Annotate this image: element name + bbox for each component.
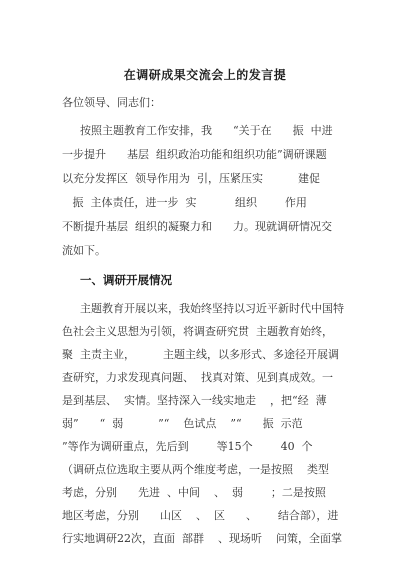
section-heading: 一、调研开展情况 [80, 273, 172, 287]
paragraph-line: 一步提升 基层 组织政治功能和组织功能”调研课题 [62, 148, 327, 161]
paragraph-line: 是到基层、 实情。坚持深入一线实地走 ，把“经 薄 [62, 394, 327, 407]
paragraph-line: 考虑，分别 先进 、中间 、 弱 ；二是按照 [62, 486, 326, 499]
paragraph-line: 地区考虑，分别 山区 、 区 、 结合部），进 [62, 509, 339, 522]
paragraph-line: 以充分发挥区 领导作用为 引，压紧压实 建促 [62, 172, 320, 185]
paragraph-line: 主题教育开展以来，我始终坚持以习近平新时代中国特 [80, 302, 344, 315]
document-title: 在调研成果交流会上的发言提 [123, 68, 287, 82]
paragraph-line: 不断提升基层 组织的凝聚力和 力。现就调研情况交 [62, 220, 332, 233]
paragraph-line: ”等作为调研重点，先后到 等15个 40 个 [62, 440, 313, 453]
paragraph-line: （调研点位选取主要从两个维度考虑，一是按照 类型 [62, 463, 329, 476]
paragraph-line: 行实地调研22次，直面 部群 、现场听 问策，全面掌 [62, 532, 342, 545]
paragraph-line: 查研究，力求发现真问题、 找真对策、见到真成效。一 [62, 371, 333, 384]
paragraph-line: 振 主体责任，进一步 实 组织 作用 [62, 196, 307, 209]
paragraph-line: 色社会主义思想为引领，将调查研究贯 主题教育始终， [62, 325, 333, 338]
paragraph-line: 按照主题教育工作安排，我 “关于在 振 中进 [80, 124, 333, 137]
paragraph-line: 弱” “ 弱 ”“ 色试点 ”“ 振 示范 [62, 417, 303, 430]
paragraph-line: 流如下。 [62, 244, 106, 257]
paragraph-line: 聚 主责主业， 主题主线，以多形式、多途径开展调 [62, 348, 339, 361]
salutation: 各位领导、同志们： [62, 96, 161, 109]
